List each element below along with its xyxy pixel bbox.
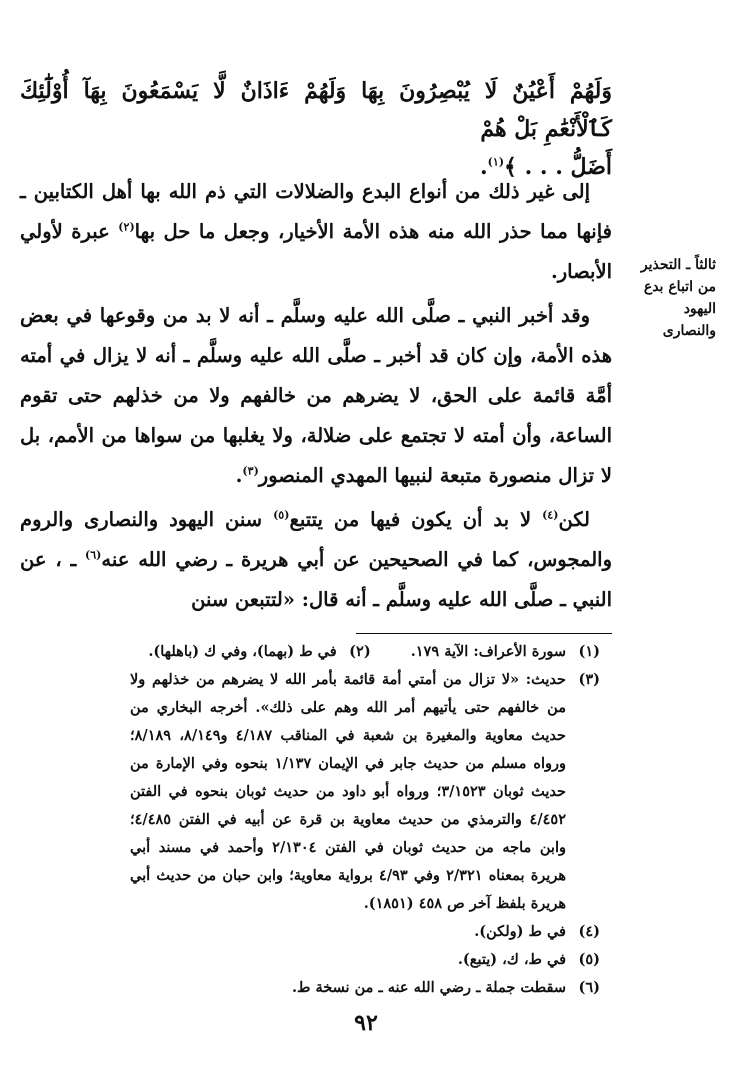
paragraph-3-d: ـ ، عن النبي ـ صلَّى الله عليه وسلَّم ـ أنه قال: «لتتبعن سنن xyxy=(20,548,612,611)
footnote-5 xyxy=(130,946,600,974)
page-number: ٩٢ xyxy=(354,1010,378,1036)
footnote-6 xyxy=(130,974,600,1002)
paragraph-1 xyxy=(20,172,612,292)
footnote-number: (٣) xyxy=(578,671,600,688)
paragraph-3-a: لكن xyxy=(558,508,590,531)
footnote-number: (٦) xyxy=(578,979,600,996)
paragraph-3-b: لا بد أن يكون فيها من يتتبع xyxy=(289,508,543,531)
paragraph-1-text: إلى غير ذلك من أنواع البدع والضلالات التي ذم الله بها أهل الكتابين ـ فإنها مما حذر الله منه هذه الأمة الأخيار، وجعل ما حل بها xyxy=(20,180,612,243)
paragraph-3 xyxy=(20,500,612,620)
footnotes xyxy=(130,638,600,1002)
paragraph-3-c: سنن اليهود والنصارى والروم والمجوس، كما في الصحيحين عن أبي هريرة ـ رضي الله عنه xyxy=(20,508,612,571)
footnote-number: (١) xyxy=(578,643,600,660)
footnote-number: (٤) xyxy=(578,923,600,940)
footnote-text: سقطت جملة ـ رضي الله عنه ـ من نسخة ط. xyxy=(291,979,566,996)
footnote-text: في ط، ك، (يتبع). xyxy=(457,951,566,968)
footnote-text: في ط (بهما)، وفي ك (باهلها). xyxy=(148,643,337,660)
footnote-divider xyxy=(356,633,612,634)
footnote-2 xyxy=(148,638,370,666)
footnote-text: في ط (ولكن). xyxy=(474,923,566,940)
quran-line-2: أَضَلُّ . . . ﴾$^{(١)}$. xyxy=(480,154,612,180)
paragraph-1-end: عبرة لأولي الأبصار. xyxy=(20,220,612,283)
quran-line-1: وَلَهُمْ أَعْيُنٌ لَا يُبْصِرُونَ بِهَا وَلَهُمْ ءَاذَانٌ لَّا يَسْمَعُونَ بِهَآ أُوْلَٰٓئِكَ كَٱلْأَنْعَٰمِ بَلْ هُمْ xyxy=(20,78,612,142)
footnote-ref-2: (٢) xyxy=(118,220,135,234)
paragraph-2: وقد أخبر النبي ـ صلَّى الله عليه وسلَّم ـ أنه لا بد من وقوعها في بعض هذه الأمة، وإن كان قد أخبر ـ صلَّى الله عليه وسلَّم ـ أنه لا يزال في أمته أمَّة قائمة على الحق، لا يضرهم من خالفهم ولا من خذلهم حتى تقوم الساعة، وأن أمته لا تجتمع على ضلالة، ولا يغلبها من سواها من الأمم، بل لا تزال منصورة متبعة لنبيها المهدي المنصور$^{(٣)}$. xyxy=(20,304,612,487)
footnote-3 xyxy=(130,666,600,918)
footnote-number: (٢) xyxy=(349,643,371,660)
footnote-1 xyxy=(411,638,600,666)
footnote-4 xyxy=(130,918,600,946)
footnote-ref-3: (٣) xyxy=(242,464,259,478)
footnote-number: (٥) xyxy=(578,951,600,968)
margin-heading: ثالثاً ـ التحذير من اتباع بدع اليهود والنصارى xyxy=(640,257,716,339)
quran-line-2-text: أَضَلُّ . . . ﴾ xyxy=(504,154,612,180)
footnote-row-1-2 xyxy=(130,638,600,666)
footnote-ref-6: (٦) xyxy=(85,548,102,562)
footnote-text: حديث: «لا تزال من أمتي أمة قائمة بأمر الله لا يضرهم من خذلهم ولا من خالفهم حتى يأتيهم أمر الله وهم على ذلك». أخرجه البخاري من حديث معاوية والمغيرة بن شعبة في المناقب ٤/١٨٧ و٨/١٤٩، ٨/١٨٩؛ ورواه مسلم من حديث جابر في الإيمان ١/١٣٧ بنحوه وفي الإمارة من حديث ثوبان ٣/١٥٢٣؛ ورواه أبو داود من حديث ثوبان بنحوه في الفتن ٤/٤٥٢ والترمذي من حديث معاوية بن قرة عن أبيه في الفتن ٤/٤٨٥؛ وابن ماجه من حديث ثوبان في الفتن ٢/١٣٠٤ وأحمد في مسند أبي هريرة بمعناه ٢/٣٢١ وفي ٤/٩٣ برواية معاوية؛ وابن حبان من حديث أبي هريرة بلفظ آخر ص ٤٥٨ (١٨٥١). xyxy=(130,671,566,912)
paragraph-2-text: وقد أخبر النبي ـ صلَّى الله عليه وسلَّم ـ أنه لا بد من وقوعها في بعض هذه الأمة، وإن كان قد أخبر ـ صلَّى الله عليه وسلَّم ـ أنه لا يزال في أمته أمَّة قائمة على الحق، لا يضرهم من خالفهم ولا من خذلهم حتى تقوم الساعة، وأن أمته لا تجتمع على ضلالة، ولا يغلبها من سواها من الأمم، بل لا تزال منصورة متبعة لنبيها المهدي المنصور xyxy=(20,304,612,487)
footnote-ref-4: (٤) xyxy=(542,508,559,522)
footnote-ref-1: (١) xyxy=(487,155,505,169)
footnote-text: سورة الأعراف: الآية ١٧٩. xyxy=(410,643,566,660)
quran-verse xyxy=(20,72,612,186)
main-text xyxy=(20,172,612,624)
footnote-ref-5: (٥) xyxy=(273,508,290,522)
